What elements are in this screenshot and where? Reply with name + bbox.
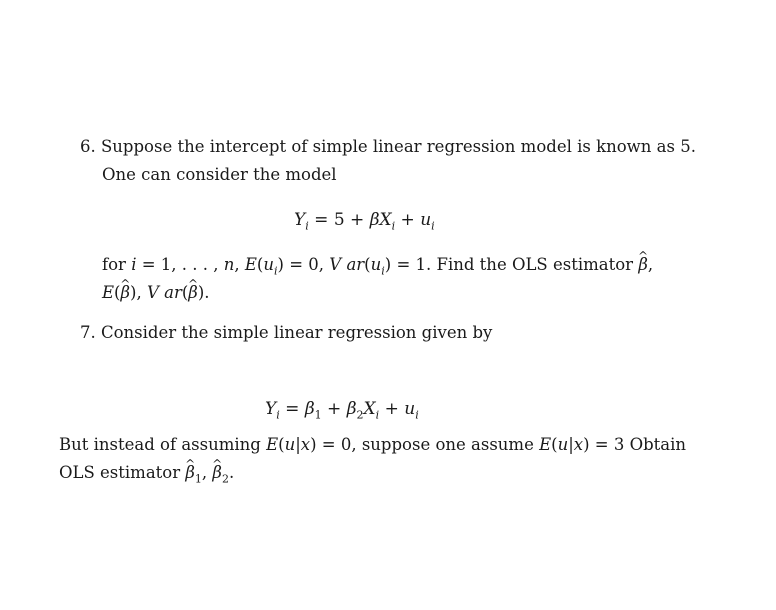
q6-line-3: for i = 1, . . . , n, $E(u_i) = 0$, V $ar(u_i) = 1$. Find the OLS estimator ^ β, [102,254,653,276]
q7-but-instead: But instead of assuming [59,435,267,454]
q6-line-4: E(^ β), V ar(^ β). [102,282,210,304]
q7-ols-estimator: OLS estimator [59,463,186,482]
q7-line-1: 7. Consider the simple linear regression given by [80,323,493,342]
q6-for-word: for [102,255,132,274]
q6-line-1: 6. Suppose the intercept of simple linear regression model is known as 5. [80,137,696,156]
q7-model-equation: $Y_i = \beta_1 + \beta_2X_i + u_i$ [265,399,419,422]
q7-line-2: But instead of assuming E(u|x) = 0, suppose one assume E(u|x) = 3 Obtain [59,435,687,454]
q7-line-3: OLS estimator ^ $\beta_1$, ^ $\beta_2$. [59,462,234,484]
q6-line-2: One can consider the model [102,165,337,184]
q7-obtain: Obtain [624,435,687,454]
q6-model-equation: $Y_i = 5 + \beta X_i + u_i$ [294,210,435,233]
q7-suppose: , suppose one assume [351,435,540,454]
